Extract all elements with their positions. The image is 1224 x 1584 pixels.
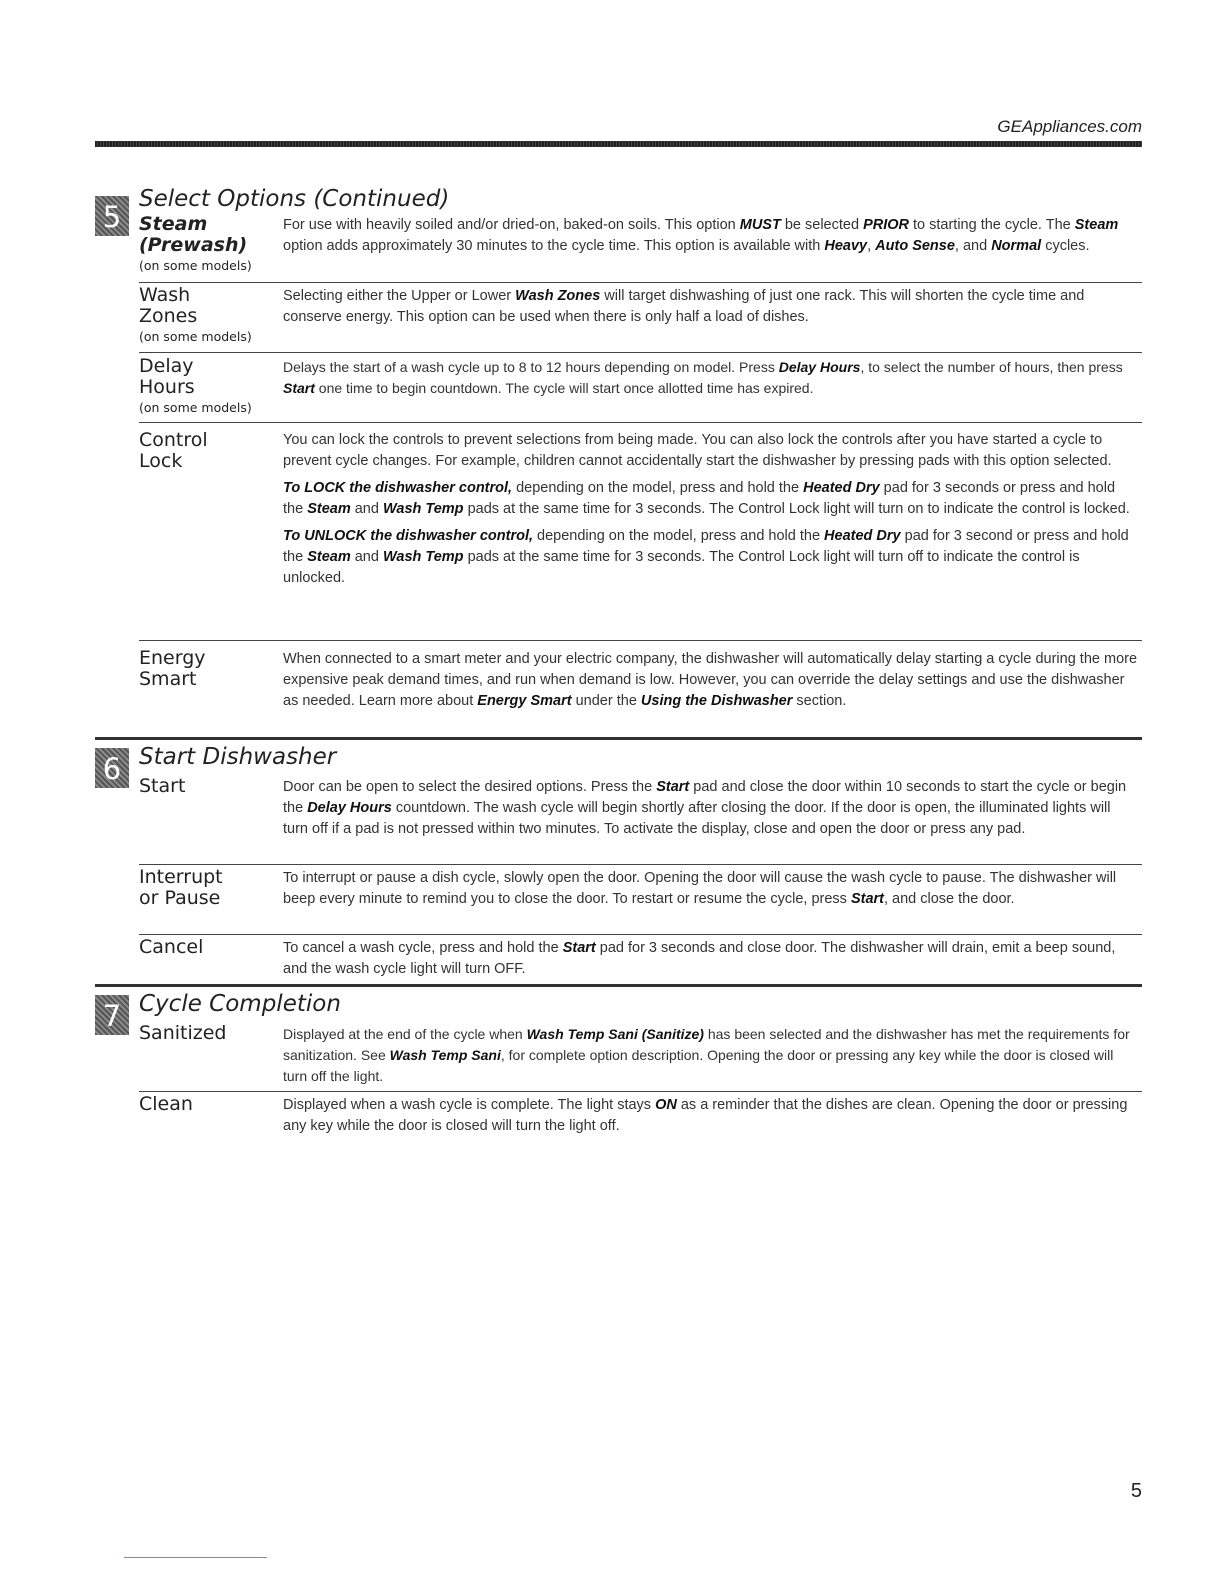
row-divider	[139, 864, 1142, 865]
term-clean: Clean	[139, 1093, 193, 1115]
section-number-badge: 7	[95, 995, 129, 1035]
term-cancel: Cancel	[139, 936, 204, 958]
section-title: Cycle Completion	[139, 991, 341, 1017]
desc-start: Door can be open to select the desired options. Press the Start pad and close the door within 10 seconds to start the cycle or begin the Delay Hours countdown. The wash cycle will begin shortly after closing the door. If the door is open, the illuminated lights will turn off if a pad is not pressed within two minutes. To activate the display, close and open the door or press any pad.	[283, 779, 1127, 837]
term-note: (on some models)	[139, 400, 252, 415]
term-note: (on some models)	[139, 329, 252, 344]
row-divider	[139, 640, 1142, 641]
term-line: Steam	[139, 213, 208, 235]
section-divider	[95, 984, 1142, 987]
section-title: Start Dishwasher	[139, 744, 337, 770]
page-number: 5	[1130, 1480, 1142, 1502]
paragraph: You can lock the controls to prevent selections from being made. You can also lock the controls after you have started a cycle to prevent cycle changes. For example, children cannot accidentally start the dishwasher by pressing pads with this option selected.	[283, 432, 1112, 469]
term-energy-smart: Energy Smart	[139, 647, 206, 690]
row-divider	[139, 282, 1142, 283]
term-delay-hours: Delay Hours (on some models)	[139, 356, 277, 418]
section-divider	[95, 737, 1142, 740]
section-number-badge: 5	[95, 196, 129, 236]
row-divider	[139, 352, 1142, 353]
section-title: Select Options (Continued)	[139, 186, 450, 212]
desc-clean: Displayed when a wash cycle is complete. The light stays ON as a reminder that the dishes are clean. Opening the door or pressing any key while the door is closed will turn the light off.	[283, 1097, 1128, 1134]
desc-delay-hours: Delays the start of a wash cycle up to 8 to 12 hours depending on model. Press Delay Hours, to select the number of hours, then press Start one time to begin countdown. The cycle will start once allotted time has expired.	[283, 359, 1123, 396]
section-number-badge: 6	[95, 748, 129, 788]
term-sanitized: Sanitized	[139, 1022, 227, 1044]
desc-energy-smart: When connected to a smart meter and your electric company, the dishwasher will automatically delay starting a cycle during the more expensive peak demand times, and run when demand is low. However, you can override the delay settings and use the dishwasher as needed. Learn more about Energy Smart under the Using the Dishwasher section.	[283, 651, 1138, 709]
desc-sanitized: Displayed at the end of the cycle when Wash Temp Sani (Sanitize) has been selected and the dishwasher has met the requirements for sanitization. See Wash Temp Sani, for complete option description. Opening the door or pressing any key while the door is closed will turn off the light.	[283, 1026, 1130, 1084]
desc-control-lock	[283, 430, 1138, 595]
term-interrupt: Interrupt or Pause	[139, 866, 223, 909]
term-start: Start	[139, 775, 186, 797]
desc-interrupt: To interrupt or pause a dish cycle, slowly open the door. Opening the door will cause the wash cycle to pause. The dishwasher will beep every minute to remind you to close the door. To restart or resume the cycle, press Start, and close the door.	[283, 870, 1117, 907]
desc-cancel: To cancel a wash cycle, press and hold the Start pad for 3 seconds and close door. The dishwasher will drain, emit a beep sound, and the wash cycle light will turn OFF.	[283, 940, 1116, 977]
term-control-lock: Control Lock	[139, 429, 208, 472]
term-line: (Prewash)	[139, 234, 248, 256]
footer-link-line	[124, 1557, 267, 1558]
row-divider	[139, 934, 1142, 935]
term-note: (on some models)	[139, 258, 252, 273]
desc-steam: For use with heavily soiled and/or dried-on, baked-on soils. This option MUST be selected PRIOR to starting the cycle. The Steam option adds approximately 30 minutes to the cycle time. This option is available with Heavy, Auto Sense, and Normal cycles.	[283, 217, 1119, 254]
header-rule	[95, 141, 1142, 147]
row-divider	[139, 1091, 1142, 1092]
paragraph: To LOCK the dishwasher control, depending on the model, press and hold the Heated Dry pad for 3 seconds or press and hold the Steam and Wash Temp pads at the same time for 3 seconds. The Control Lock light will turn on to indicate the control is locked.	[283, 480, 1130, 517]
term-wash-zones: Wash Zones (on some models)	[139, 285, 277, 347]
row-divider	[139, 422, 1142, 423]
term-steam	[139, 214, 277, 276]
desc-wash-zones: Selecting either the Upper or Lower Wash Zones will target dishwashing of just one rack. This will shorten the cycle time and conserve energy. This option can be used when there is only half a load of dishes.	[283, 288, 1085, 325]
site-url: GEAppliances.com	[997, 117, 1142, 136]
paragraph: To UNLOCK the dishwasher control, depending on the model, press and hold the Heated Dry pad for 3 second or press and hold the Steam and Wash Temp pads at the same time for 3 seconds. The Control Lock light will turn off to indicate the control is unlocked.	[283, 528, 1129, 586]
